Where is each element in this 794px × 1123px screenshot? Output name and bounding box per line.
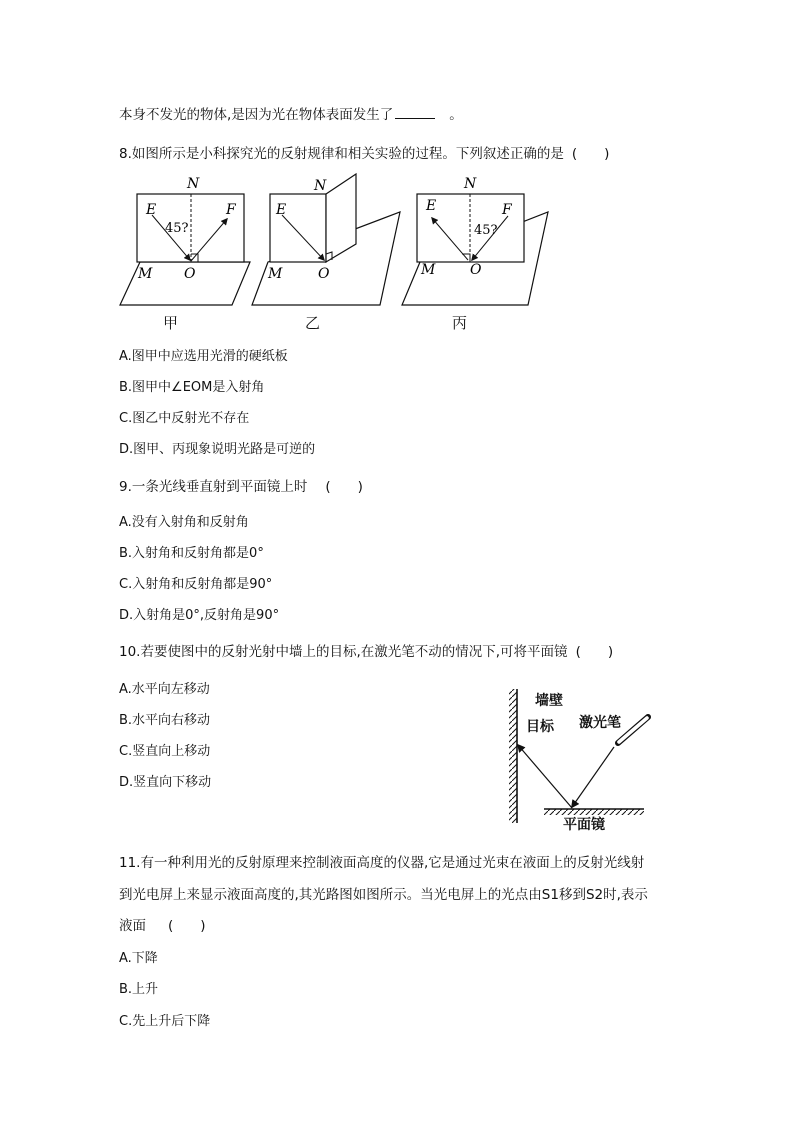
label-E-yi: E [276,202,287,218]
label-N-jia: N [187,176,200,192]
q9-stem-text: 9.一条光线垂直射到平面镜上时 [119,479,308,495]
label-O-bing: O [470,262,482,278]
q8-option-c: C.图乙中反射光不存在 [119,411,250,426]
q9-option-c: C.入射角和反射角都是90° [119,577,273,592]
q11-line3 [119,914,206,934]
label-O-jia: O [184,266,196,282]
label-E-bing: E [426,198,437,214]
wall-hatch [509,689,517,823]
q9-stem [119,475,363,495]
laser-incident-ray [572,747,614,807]
panel-bing [402,176,548,305]
intro-text: 本身不发光的物体,是因为光在物体表面发生了 [119,107,394,123]
q8-option-d: D.图甲、丙现象说明光路是可逆的 [119,442,316,457]
q10-option-d: D.竖直向下移动 [119,775,212,790]
panel-jia [120,176,250,305]
q11-option-b: B.上升 [119,982,159,997]
q9-option-d: D.入射角是0°,反射角是90° [119,608,280,623]
laser-label: 激光笔 [579,715,621,731]
q11-line2: 到光电屏上来显示液面高度的,其光路图如图所示。当光电屏上的光点由S1移到S2时,表示 [119,887,648,903]
q10-option-a: A.水平向左移动 [119,682,210,697]
q8-option-a: A.图甲中应选用光滑的硬纸板 [119,349,288,364]
q8-stem-text: 8.如图所示是小科探究光的反射规律和相关实验的过程。下列叙述正确的是 [119,146,564,162]
q10-paren: ( ) [575,644,614,660]
q9-paren: ( ) [325,479,363,495]
label-F-bing: F [502,202,512,218]
board-yi-right [326,174,356,262]
q8-stem [119,142,609,162]
q9-option-b: B.入射角和反射角都是0° [119,546,264,561]
q8-figure [110,170,560,315]
mirror-label: 平面镜 [563,817,605,833]
label-M-yi: M [268,266,283,282]
angle-label-jia: 45? [165,221,189,236]
label-M-jia: M [138,266,153,282]
q10-stem-text: 10.若要使图中的反射光射中墙上的目标,在激光笔不动的情况下,可将平面镜 [119,644,568,660]
intro-line [119,103,463,123]
q10-option-c: C.竖直向上移动 [119,744,211,759]
q9-option-a: A.没有入射角和反射角 [119,515,249,530]
q11-line1: 11.有一种利用光的反射原理来控制液面高度的仪器,它是通过光束在液面上的反射光线射 [119,855,645,871]
q11-option-c: C.先上升后下降 [119,1014,211,1029]
laser-reflected-ray [518,745,572,808]
label-E-jia: E [146,202,157,218]
q11-option-a: A.下降 [119,951,158,966]
intro-period: 。 [449,107,463,123]
label-N-bing: N [464,176,477,192]
wall-label: 墙壁 [535,693,563,709]
q8-paren: ( ) [571,146,610,162]
panel-label-bing: 丙 [452,314,468,332]
label-F-jia: F [226,202,236,218]
laser-pen-inner [619,718,647,742]
panel-label-yi: 乙 [305,314,321,332]
angle-label-bing: 45? [474,223,498,238]
answer-blank [395,106,435,119]
q8-option-b: B.图甲中∠EOM是入射角 [119,380,265,395]
q10-figure [500,685,670,835]
panel-yi [252,174,400,305]
panel-label-jia: 甲 [163,314,179,332]
target-label: 目标 [526,719,554,735]
label-O-yi: O [318,266,330,282]
label-M-bing: M [421,262,436,278]
q11-line3-text: 液面 [119,918,146,934]
label-N-yi: N [314,178,327,194]
q10-option-b: B.水平向右移动 [119,713,211,728]
q10-stem [119,640,613,660]
q11-paren: ( ) [168,918,206,934]
